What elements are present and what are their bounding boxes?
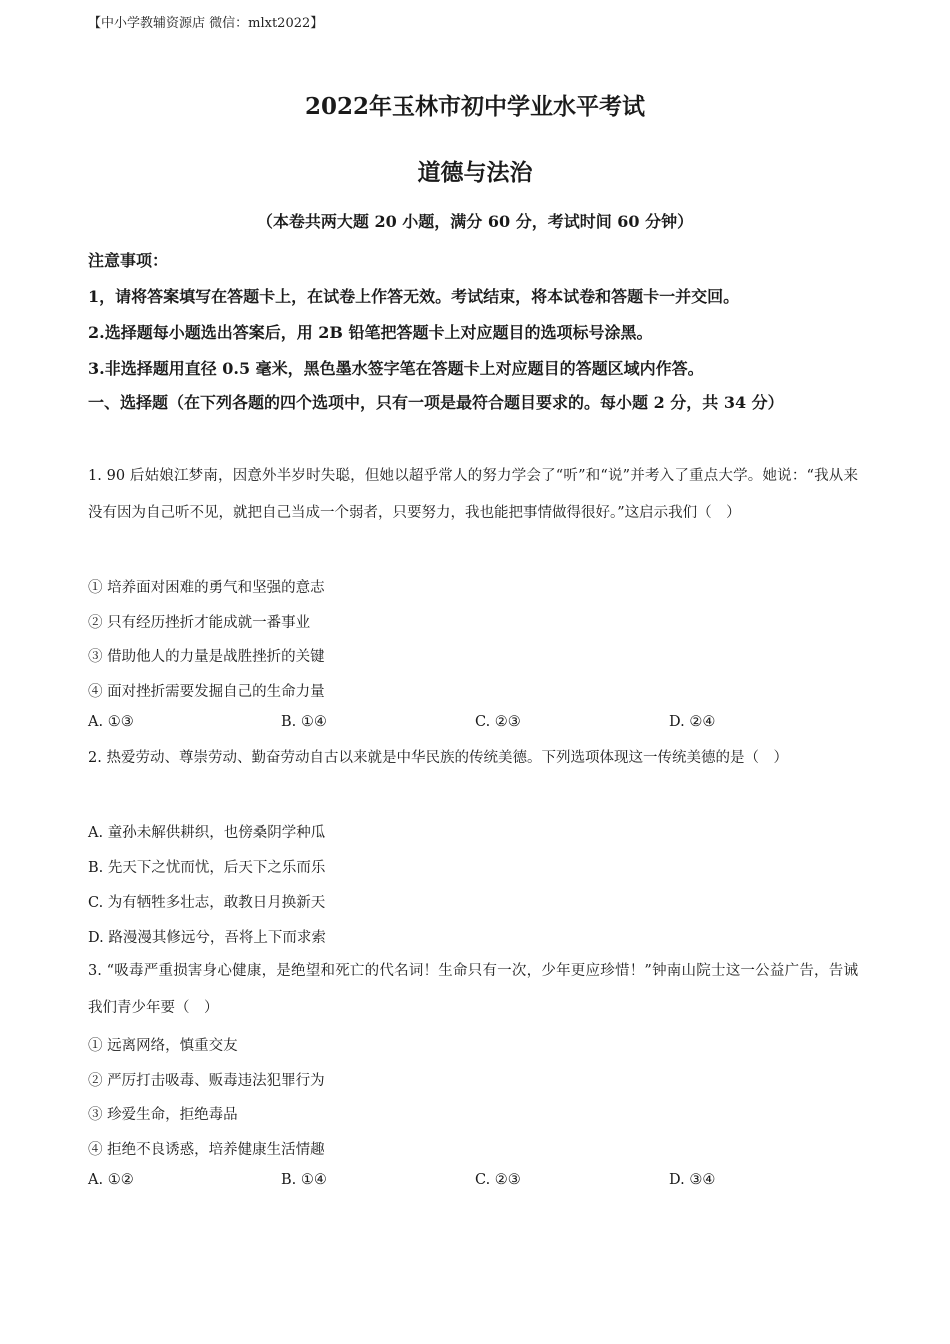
note-item-1: 1，请将答案填写在答题卡上，在试卷上作答无效。考试结束，将本试卷和答题卡一并交回。 — [88, 287, 740, 306]
q3-statement-3: ③ 珍爱生命，拒绝毒品 — [88, 1107, 238, 1123]
q3-statement-4: ④ 拒绝不良诱惑，培养健康生活情趣 — [88, 1142, 325, 1158]
question-2-stem: 2. 热爱劳动、尊崇劳动、勤奋劳动自古以来就是中华民族的传统美德。下列选项体现这一传统美德的是（ ） — [88, 750, 788, 766]
q2-option-b[interactable]: B. 先天下之忧而忧，后天下之乐而乐 — [88, 860, 326, 876]
q2-option-c[interactable]: C. 为有牺牲多壮志，敢教日月换新天 — [88, 895, 326, 911]
q3-statement-2: ② 严厉打击吸毒、贩毒违法犯罪行为 — [88, 1073, 325, 1089]
exam-title: 2022年玉林市初中学业水平考试 — [304, 93, 645, 120]
q3-option-d[interactable]: D. ③④ — [669, 1172, 716, 1188]
q1-option-b[interactable]: B. ①④ — [281, 714, 327, 730]
q1-option-c[interactable]: C. ②③ — [475, 714, 521, 730]
subject-title: 道德与法治 — [417, 159, 533, 186]
q3-option-a[interactable]: A. ①② — [88, 1172, 134, 1188]
question-3-stem: 3. “吸毒严重损害身心健康，是绝望和死亡的代名词！生命只有一次，少年更应珍惜！”钟南山院士这一公益广告，告诫我们青少年要（ ） — [88, 963, 858, 1016]
q3-option-b[interactable]: B. ①④ — [281, 1172, 327, 1188]
q1-statement-2: ② 只有经历挫折才能成就一番事业 — [88, 615, 311, 631]
q2-option-d[interactable]: D. 路漫漫其修远兮，吾将上下而求索 — [88, 930, 326, 946]
section-1-heading: 一、选择题（在下列各题的四个选项中，只有一项是最符合题目要求的。每小题 2 分，共 34 分） — [88, 393, 784, 412]
note-item-3: 3.非选择题用直径 0.5 毫米，黑色墨水签字笔在答题卡上对应题目的答题区域内作答。 — [88, 359, 704, 378]
q3-statement-1: ① 远离网络，慎重交友 — [88, 1038, 238, 1054]
q1-option-a[interactable]: A. ①③ — [88, 714, 134, 730]
q3-option-c[interactable]: C. ②③ — [475, 1172, 521, 1188]
q1-option-d[interactable]: D. ②④ — [669, 714, 716, 730]
watermark-text: 【中小学教辅资源店 微信：mlxt2022】 — [88, 16, 324, 31]
exam-info: （本卷共两大题 20 小题，满分 60 分，考试时间 60 分钟） — [256, 212, 694, 231]
q1-statement-3: ③ 借助他人的力量是战胜挫折的关键 — [88, 649, 325, 665]
notes-heading: 注意事项： — [88, 251, 169, 270]
note-item-2: 2.选择题每小题选出答案后，用 2B 铅笔把答题卡上对应题目的选项标号涂黑。 — [88, 323, 653, 342]
q2-option-a[interactable]: A. 童孙未解供耕织，也傍桑阴学种瓜 — [88, 825, 326, 841]
question-1-stem: 1. 90 后姑娘江梦南，因意外半岁时失聪，但她以超乎常人的努力学会了“听”和“说”并考入了重点大学。她说：“我从来没有因为自己听不见，就把自己当成一个弱者，只要努力，我也能把事情做得很好。”这启示我们（ ） — [88, 468, 858, 521]
q1-statement-4: ④ 面对挫折需要发掘自己的生命力量 — [88, 684, 325, 700]
q1-statement-1: ① 培养面对困难的勇气和坚强的意志 — [88, 580, 325, 596]
